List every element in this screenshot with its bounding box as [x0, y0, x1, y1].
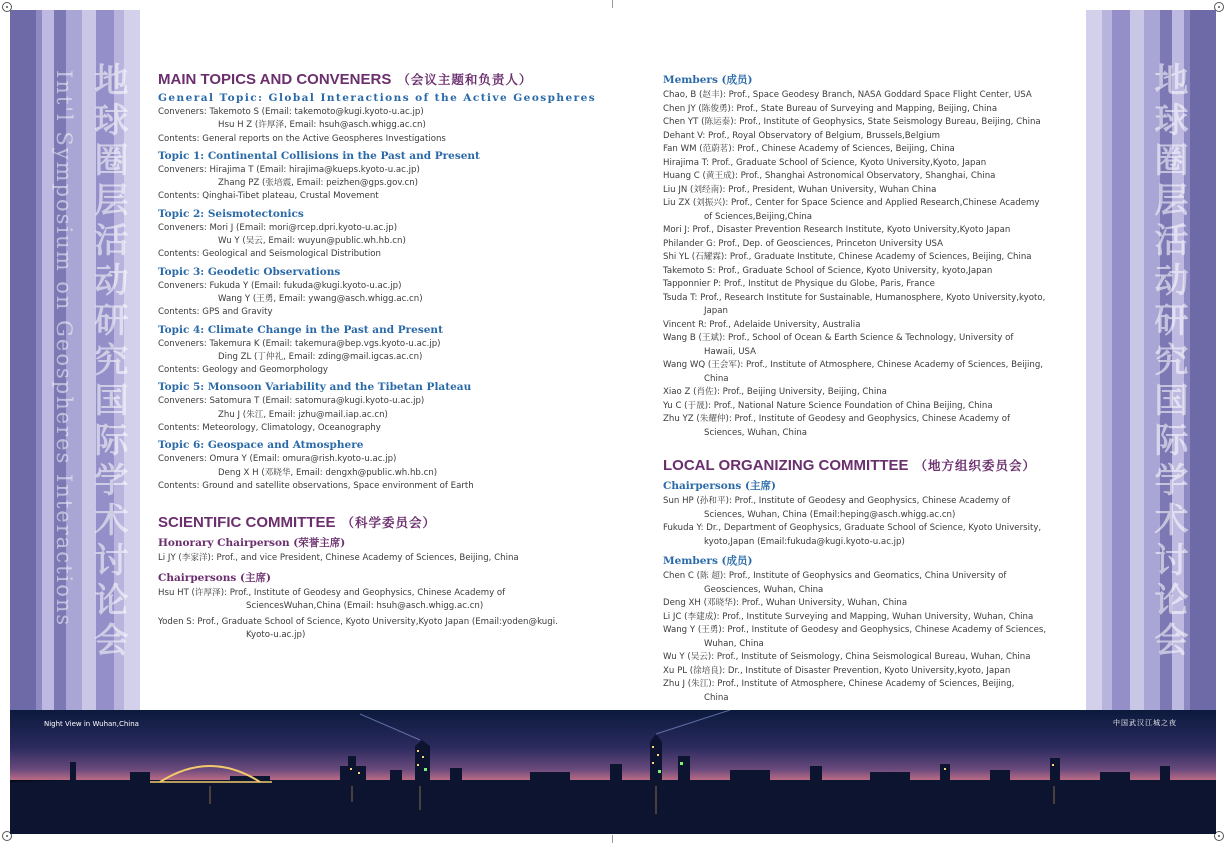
- chairpersons-title: Chairpersons (主席): [158, 571, 271, 584]
- member-entry: [663, 224, 1073, 238]
- member-entry: [663, 400, 1073, 414]
- member-text: Yu C (于晟): Prof., National Nature Science Foundation of China Beijing, China: [663, 400, 993, 411]
- member-entry: [663, 359, 1073, 386]
- fold-mark: [612, 835, 613, 843]
- vertical-chinese-title-right: 地球圈层活动研究国际学术讨论会: [1148, 62, 1188, 662]
- member-text: Vincent R: Prof., Adelaide University, Australia: [663, 319, 861, 330]
- honorary-chair-title: Honorary Chairperson (荣誉主席): [158, 537, 346, 550]
- left-decorative-band: [10, 10, 140, 710]
- photo-caption-english: Night View in Wuhan,China: [44, 720, 139, 728]
- member-text: Tsuda T: Prof., Research Institute for Sustainable, Humanosphere, Kyoto University,kyoto,: [663, 292, 1046, 303]
- general-contents: Contents: General reports on the Active Geospheres Investigations: [158, 133, 446, 144]
- member-entry: [663, 413, 1073, 440]
- scientific-committee-title: SCIENTIFIC COMMITTEE: [158, 514, 336, 532]
- member-text: Philander G: Prof., Dep. of Geosciences, Princeton University USA: [663, 238, 944, 249]
- member-entry: [663, 278, 1073, 292]
- green-lights: [424, 762, 683, 773]
- member-entry: [663, 332, 1073, 359]
- topic-title: Topic 3: Geodetic Observations: [158, 265, 341, 278]
- member-entry: [663, 197, 1073, 224]
- skyline: [10, 734, 1216, 834]
- topic-convener-1: Conveners: Omura Y (Email: omura@rish.kyoto-u.ac.jp): [158, 454, 397, 465]
- loc-member-text-cont: Wuhan, China: [704, 638, 764, 649]
- member-entry: [663, 116, 1073, 130]
- topic-convener-2: Ding ZL (丁仲礼, Email: zding@mail.igcas.ac.cn): [218, 351, 423, 362]
- searchlight-beam: [656, 710, 730, 734]
- member-entry: [663, 319, 1073, 333]
- member-text: Shi YL (石耀霖): Prof., Graduate Institute, Chinese Academy of Sciences, Beijing, China: [663, 252, 1032, 262]
- member-text: Tapponnier P: Prof., Institut de Physique du Globe, Paris, France: [663, 279, 935, 289]
- general-convener-1: Conveners: Takemoto S (Email: takemoto@kugi.kyoto-u.ac.jp): [158, 107, 424, 117]
- local-committee-title-cn: （地方组织委员会）: [914, 459, 1037, 473]
- loc-member-text: Li JC (李建成): Prof., Institute Surveying and Mapping, Wuhan University, Wuhan, China: [663, 611, 1034, 622]
- scientific-members-list: [663, 89, 1073, 440]
- member-text-cont: Japan: [704, 306, 728, 316]
- topic-convener-1: Conveners: Satomura T (Email: satomura@kugi.kyoto-u.ac.jp): [158, 396, 425, 407]
- loc-member-entry: [663, 651, 1073, 665]
- member-entry: [663, 292, 1073, 319]
- member-entry: [663, 130, 1073, 144]
- member-entry: [663, 143, 1073, 157]
- member-entry: [663, 386, 1073, 400]
- member-text: Wang WQ (王会军): Prof., Institute of Atmosphere, Chinese Academy of Sciences, Beijing,: [663, 360, 1044, 370]
- topic-convener-2: Zhang PZ (张培震, Email: peizhen@gps.gov.cn): [218, 178, 419, 189]
- main-topics-title: MAIN TOPICS AND CONVENERS: [158, 71, 392, 88]
- chairperson-name: Yoden S:: [158, 616, 195, 627]
- member-text: Takemoto S: Prof., Graduate School of Science, Kyoto University, kyoto,Japan: [663, 265, 993, 276]
- member-text: Zhu YZ (朱耀仲): Prof., Institute of Geodesy and Geophysics, Chinese Academy of: [663, 414, 1011, 424]
- topic-convener-2: Zhu J (朱江, Email: jzhu@mail.iap.ac.cn): [218, 409, 388, 420]
- chairperson-name: Hsu HT (许厚泽):: [158, 587, 227, 598]
- loc-member-entry: [663, 611, 1073, 625]
- loc-chair-text-cont: Sciences, Wuhan, China (Email:heping@asch.whigg.ac.cn): [704, 509, 956, 520]
- photo-caption-chinese: 中国武汉江城之夜: [1113, 719, 1177, 727]
- right-decorative-band: [1086, 10, 1216, 710]
- topic-contents: Contents: Geological and Seismological Distribution: [158, 249, 381, 260]
- loc-member-text: Chen C (陈 超): Prof., Institute of Geophysics and Geomatics, China University of: [663, 571, 1007, 581]
- left-column: [158, 70, 597, 643]
- topic-contents: Contents: Geology and Geomorphology: [158, 365, 329, 376]
- topic-title: Topic 1: Continental Collisions in the Past and Present: [158, 149, 480, 162]
- loc-chair-text: Fukuda Y: Dr., Department of Geophysics, Graduate School of Science, Kyoto University,: [663, 523, 1042, 533]
- main-topics-title-cn: （会议主题和负责人）: [397, 73, 533, 87]
- member-entry: [663, 238, 1073, 252]
- member-entry: [663, 170, 1073, 184]
- loc-member-text: Wang Y (王勇): Prof., Institute of Geodesy and Geophysics, Chinese Academy of Sciences,: [663, 625, 1047, 635]
- member-text: Liu ZX (刘振兴): Prof., Center for Space Science and Applied Research,Chinese Academy: [663, 198, 1040, 208]
- member-text: Dehant V: Prof., Royal Observatory of Belgium, Brussels,Belgium: [663, 130, 941, 141]
- vertical-english-title: Int'l Symposium on Geospheres Interactions: [52, 70, 76, 628]
- searchlight-beam: [360, 714, 420, 740]
- chairperson-entry: [158, 587, 568, 614]
- topic-contents: Contents: Qinghai-Tibet plateau, Crustal Movement: [158, 191, 379, 202]
- member-text-cont: of Sciences,Beijing,China: [704, 211, 813, 222]
- topic-contents: Contents: Ground and satellite observations, Space environment of Earth: [158, 480, 474, 491]
- topic-convener-1: Conveners: Mori J (Email: mori@rcep.dpri.kyoto-u.ac.jp): [158, 222, 398, 233]
- member-text: Huang C (黄王成): Prof., Shanghai Astronomical Observatory, Shanghai, China: [663, 171, 996, 181]
- loc-member-entry: [663, 597, 1073, 611]
- member-text: Hirajima T: Prof., Graduate School of Science, Kyoto University,Kyoto, Japan: [663, 157, 987, 168]
- loc-member-entry: [663, 665, 1073, 679]
- city-skyline-illustration: [10, 710, 1216, 834]
- loc-chairpersons-title: Chairpersons (主席): [663, 480, 776, 492]
- scientific-members-title: Members (成员): [663, 74, 753, 86]
- member-entry: [663, 89, 1073, 103]
- local-committee-title: LOCAL ORGANIZING COMMITTEE: [663, 457, 909, 474]
- topic-title: Topic 2: Seismotectonics: [158, 207, 304, 220]
- member-text: Chen JY (陈俊勇): Prof., State Bureau of Surveying and Mapping, Beijing, China: [663, 103, 998, 114]
- member-text: Chao, B (赵丰): Prof., Space Geodesy Branch, NASA Goddard Space Flight Center, USA: [663, 90, 1032, 100]
- topic-contents: Contents: GPS and Gravity: [158, 307, 273, 318]
- member-entry: [663, 251, 1073, 265]
- honorary-chair-entry: Li JY (李家洋): Prof., and vice President, Chinese Academy of Sciences, Beijing, China: [158, 553, 519, 564]
- chairperson-text: Prof., Graduate School of Science, Kyoto University,Kyoto Japan (Email:yoden@kugi.: [197, 616, 558, 627]
- member-text-cont: China: [704, 373, 729, 384]
- loc-member-text-cont: Geosciences, Wuhan, China: [704, 584, 824, 595]
- loc-member-text: Wu Y (吴云): Prof., Institute of Seismology, China Seismological Bureau, Wuhan, China: [663, 652, 1031, 662]
- topic-contents: Contents: Meteorology, Climatology, Oceanography: [158, 423, 381, 434]
- chairperson-entry: [158, 616, 568, 643]
- member-entry: [663, 265, 1073, 279]
- loc-member-entry: [663, 570, 1073, 597]
- member-text-cont: Sciences, Wuhan, China: [704, 427, 808, 438]
- member-text-cont: Hawaii, USA: [704, 346, 757, 357]
- member-text: Mori J: Prof., Disaster Prevention Research Institute, Kyoto University,Kyoto Japan: [663, 225, 1011, 235]
- topic-convener-1: Conveners: Fukuda Y (Email: fukuda@kugi.kyoto-u.ac.jp): [158, 280, 402, 291]
- member-entry: [663, 103, 1073, 117]
- member-text: Chen YT (陈运泰): Prof., Institute of Geophysics, State Seismology Bureau, Beijing, China: [663, 117, 1041, 127]
- topic-convener-1: Conveners: Takemura K (Email: takemura@bep.vgs.kyoto-u.ac.jp): [158, 338, 441, 349]
- member-entry: [663, 157, 1073, 171]
- vertical-chinese-title-left: 地球圈层活动研究国际学术讨论会: [88, 62, 128, 662]
- right-column: [663, 72, 1073, 705]
- chairperson-text: Prof., Institute of Geodesy and Geophysics, Chinese Academy of: [229, 587, 506, 598]
- member-entry: [663, 184, 1073, 198]
- topic-convener-2: Wang Y (王勇, Email: ywang@asch.whigg.ac.cn): [218, 293, 423, 304]
- member-text: Liu JN (刘经南): Prof., President, Wuhan University, Wuhan China: [663, 184, 937, 195]
- loc-member-entry: [663, 624, 1073, 651]
- scientific-committee-heading: [158, 513, 568, 531]
- scientific-committee-title-cn: （科学委员会）: [341, 516, 437, 531]
- loc-chair-text-cont: kyoto,Japan (Email:fukuda@kugi.kyoto-u.ac.jp): [704, 536, 905, 547]
- loc-member-text: Deng XH (邓晓华): Prof., Wuhan University, Wuhan, China: [663, 598, 908, 608]
- chairperson-text-cont: SciencesWuhan,China (Email: hsuh@asch.whigg.ac.cn): [246, 601, 484, 612]
- loc-member-entry: [663, 678, 1073, 705]
- loc-chair-text: Sun HP (孙和平): Prof., Institute of Geodesy and Geophysics, Chinese Academy of: [663, 496, 1011, 506]
- general-topic-title: General Topic: Global Interactions of the Active Geospheres: [158, 92, 597, 104]
- topic-title: Topic 4: Climate Change in the Past and Present: [158, 323, 443, 336]
- topic-convener-2: Wu Y (吴云, Email: wuyun@public.wh.hb.cn): [218, 236, 406, 247]
- main-topics-heading: [158, 70, 568, 88]
- topic-convener-2: Deng X H (邓晓华, Email: dengxh@public.wh.hb.cn): [218, 467, 438, 478]
- topic-convener-1: Conveners: Hirajima T (Email: hirajima@kueps.kyoto-u.ac.jp): [158, 164, 420, 175]
- fold-mark: [612, 0, 613, 8]
- loc-member-text: Zhu J (朱江): Prof., Institute of Atmosphere, Chinese Academy of Sciences, Beijing,: [663, 679, 1015, 689]
- member-text: Xiao Z (肖佐): Prof., Beijing University, Beijing, China: [663, 387, 887, 397]
- loc-chair-entry: [663, 495, 1073, 522]
- wuhan-night-photo: [10, 710, 1216, 834]
- chairperson-text-cont: Kyoto-u.ac.jp): [246, 630, 306, 641]
- topic-title: Topic 5: Monsoon Variability and the Tibetan Plateau: [158, 381, 472, 394]
- loc-member-text: Xu PL (徐培良): Dr., Institute of Disaster Prevention, Kyoto University,kyoto, Japan: [663, 665, 1011, 676]
- local-committee-heading: [663, 456, 1073, 474]
- member-text: Fan WM (范蔚茗): Prof., Chinese Academy of Sciences, Beijing, China: [663, 144, 955, 154]
- member-text: Wang B (王斌): Prof., School of Ocean & Earth Science & Technology, University of: [663, 333, 1014, 343]
- general-convener-2: Hsu H Z (许厚泽, Email: hsuh@asch.whigg.ac.cn): [218, 120, 426, 131]
- loc-member-text-cont: China: [704, 692, 729, 703]
- loc-chair-entry: [663, 522, 1073, 549]
- topic-title: Topic 6: Geospace and Atmosphere: [158, 439, 364, 452]
- loc-members-title: Members (成员): [663, 555, 753, 567]
